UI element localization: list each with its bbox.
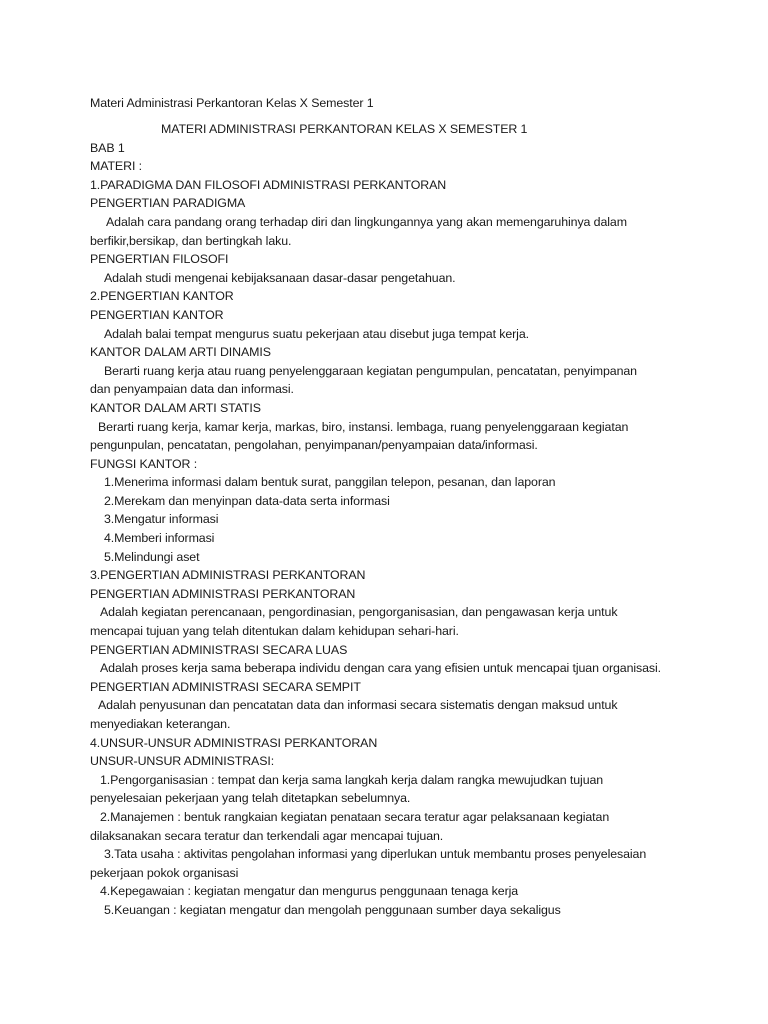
text-line: Adalah kegiatan perencanaan, pengordinasian, pengorganisasian, dan pengawasan kerja untuk bbox=[100, 605, 618, 620]
text-line: 2.PENGERTIAN KANTOR bbox=[90, 289, 234, 304]
text-line: dilaksanakan secara teratur dan terkendali agar mencapai tujuan. bbox=[90, 828, 444, 843]
text-line: 2.Merekam dan menyinpan data-data serta informasi bbox=[104, 493, 390, 508]
text-line: 4.UNSUR-UNSUR ADMINISTRASI PERKANTORAN bbox=[90, 735, 378, 750]
text-line: menyediakan keterangan. bbox=[90, 717, 231, 731]
text-line: Berarti ruang kerja atau ruang penyelenggaraan kegiatan pengumpulan, pencatatan, penyimpanan bbox=[104, 363, 637, 378]
text-line: 1.Pengorganisasian : tempat dan kerja sama langkah kerja dalam rangka mewujudkan tujuan bbox=[100, 772, 604, 787]
text-line: Adalah proses kerja sama beberapa individu dengan cara yang efisien untuk mencapai tjuan organisasi. bbox=[100, 661, 662, 676]
text-line: 5.Keuangan : kegiatan mengatur dan mengolah penggunaan sumber daya sekaligus bbox=[104, 902, 561, 917]
text-line: Adalah balai tempat mengurus suatu pekerjaan atau disebut juga tempat kerja. bbox=[104, 326, 529, 341]
text-line: Adalah penyusunan dan pencatatan data dan informasi secara sistematis dengan maksud untuk bbox=[98, 698, 618, 713]
text-line: UNSUR-UNSUR ADMINISTRASI: bbox=[90, 754, 275, 769]
text-line: PENGERTIAN ADMINISTRASI PERKANTORAN bbox=[90, 586, 356, 601]
text-line: BAB 1 bbox=[90, 140, 125, 155]
text-line: 2.Manajemen : bentuk rangkaian kegiatan penataan secara teratur agar pelaksanaan kegiatan bbox=[100, 809, 610, 824]
text-line: Adalah cara pandang orang terhadap diri dan lingkungannya yang akan memengaruhinya dalam bbox=[106, 214, 627, 229]
document-header: Materi Administrasi Perkantoran Kelas X Semester 1 bbox=[90, 96, 374, 110]
text-line: 1.Menerima informasi dalam bentuk surat, panggilan telepon, pesanan, dan laporan bbox=[104, 475, 556, 490]
text-line: 4.Kepegawaian : kegiatan mengatur dan mengurus penggunaan tenaga kerja bbox=[100, 884, 519, 899]
text-line: berfikir,bersikap, dan bertingkah laku. bbox=[90, 233, 292, 248]
text-line: 3.Tata usaha : aktivitas pengolahan informasi yang diperlukan untuk membantu proses penyelesaian bbox=[104, 847, 647, 862]
text-line: 1.PARADIGMA DAN FILOSOFI ADMINISTRASI PERKANTORAN bbox=[90, 177, 447, 192]
text-line: mencapai tujuan yang telah ditentukan dalam kehidupan sehari-hari. bbox=[90, 624, 459, 639]
text-line: 3.PENGERTIAN ADMINISTRASI PERKANTORAN bbox=[90, 568, 366, 583]
document-body bbox=[90, 92, 690, 920]
text-line: penyelesaian pekerjaan yang telah ditetapkan sebelumnya. bbox=[90, 791, 411, 806]
text-line: 3.Mengatur informasi bbox=[104, 512, 219, 527]
text-line: pekerjaan pokok organisasi bbox=[90, 865, 239, 880]
text-line: Berarti ruang kerja, kamar kerja, markas, biro, instansi. lembaga, ruang penyelenggaraan kegiatan bbox=[98, 419, 629, 434]
text-line: pengunpulan, pencatatan, pengolahan, penyimpanan/penyampaian data/informasi. bbox=[90, 438, 538, 453]
text-line: PENGERTIAN ADMINISTRASI SECARA SEMPIT bbox=[90, 679, 361, 694]
text-line: FUNGSI KANTOR : bbox=[90, 456, 198, 471]
text-line: MATERI : bbox=[90, 159, 142, 174]
text-line: PENGERTIAN ADMINISTRASI SECARA LUAS bbox=[90, 642, 348, 657]
text-line: 5.Melindungi aset bbox=[104, 549, 200, 564]
text-line: PENGERTIAN PARADIGMA bbox=[90, 196, 246, 211]
text-line: Adalah studi mengenai kebijaksanaan dasar-dasar pengetahuan. bbox=[104, 270, 456, 285]
text-line: PENGERTIAN FILOSOFI bbox=[90, 252, 229, 267]
text-line: dan penyampaian data dan informasi. bbox=[90, 382, 294, 397]
text-line: PENGERTIAN KANTOR bbox=[90, 307, 224, 322]
document-title: MATERI ADMINISTRASI PERKANTORAN KELAS X SEMESTER 1 bbox=[161, 122, 528, 136]
text-line: KANTOR DALAM ARTI STATIS bbox=[90, 400, 261, 415]
text-line: 4.Memberi informasi bbox=[104, 531, 215, 546]
text-line: KANTOR DALAM ARTI DINAMIS bbox=[90, 345, 271, 360]
